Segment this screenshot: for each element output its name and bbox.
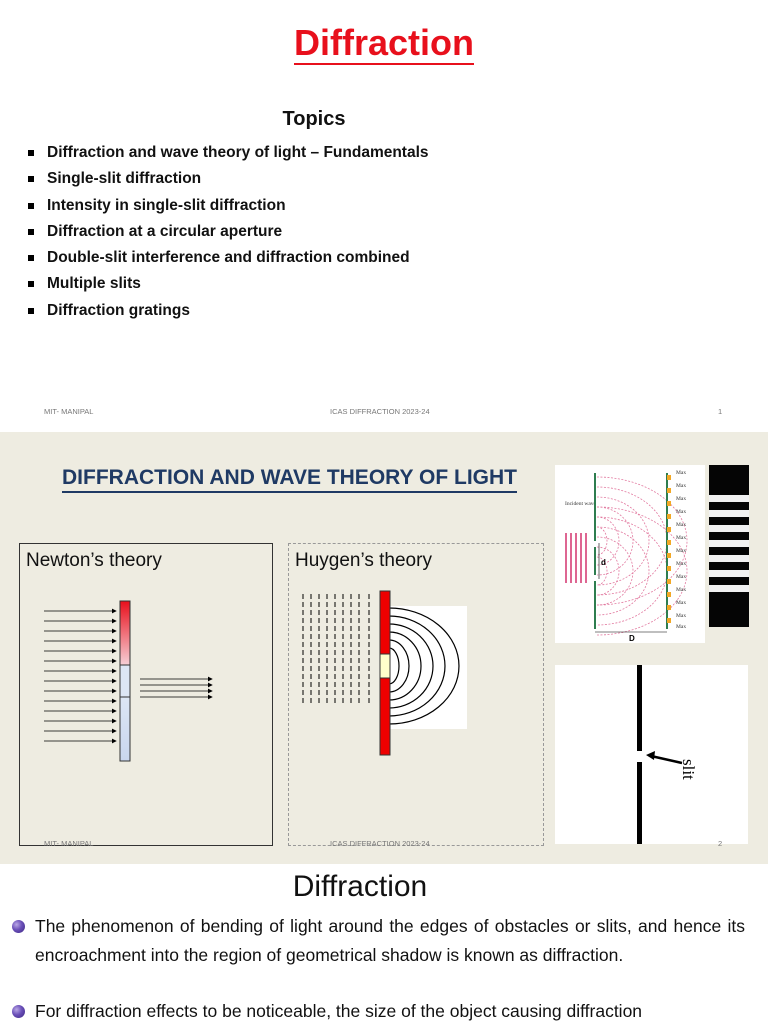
footer-left: MIT- MANIPAL [44,407,94,416]
max-label: Max [676,574,687,580]
newton-theory-label: Newton’s theory [26,550,162,571]
page-number: 2 [718,839,723,848]
paragraph: For diffraction effects to be noticeable, the size of the object causing diffraction [35,1001,643,1021]
topics-heading: Topics [282,108,346,130]
max-label: Max [676,470,687,476]
max-label: Max [676,561,687,567]
max-label: Max [676,548,687,554]
list-item: Diffraction at a circular aperture [26,221,429,247]
bullet-icon [12,920,25,933]
list-item: Multiple slits [26,273,429,299]
incident-wave-label: Incident wave [565,501,596,507]
huygen-theory-label: Huygen’s theory [295,550,432,571]
list-item: Double-slit interference and diffraction combined [26,247,429,273]
max-label: Max [676,483,687,489]
newton-theory-box [19,543,273,846]
max-label: Max [676,535,687,541]
max-label: Max [676,587,687,593]
page-number: 1 [718,407,723,416]
slide-3-title: Diffraction [292,870,428,903]
topics-list [26,142,429,326]
slide-1-title: Diffraction [294,22,474,63]
slide-3 [0,864,768,1024]
footer-left: MIT- MANIPAL [44,839,94,848]
slide-2-title: DIFFRACTION AND WAVE THEORY OF LIGHT [62,466,517,493]
max-label: Max [676,496,687,502]
slide-2 [0,432,768,864]
newton-corpuscle-diagram [20,544,272,845]
list-item: Single-slit diffraction [26,168,429,194]
paragraph: The phenomenon of bending of light around the edges of obstacles or slits, and hence its encroachment into the region of geometrical shadow is known as diffraction. [35,916,745,965]
list-item: Diffraction gratings [26,300,429,326]
slit-label: slit [679,759,698,780]
max-label: Max [676,522,687,528]
double-slit-figure [555,465,705,643]
fringe-pattern [709,465,749,627]
slide-1 [0,0,768,432]
max-label: Max [676,600,687,606]
huygen-theory-box [288,543,544,846]
huygen-wavefront-diagram [289,544,543,845]
max-label: Max [676,624,687,630]
max-label: Max [676,613,687,619]
D-label: D [629,634,635,643]
max-label: Max [676,509,687,515]
footer-center: ICAS DIFFRACTION 2023-24 [330,407,430,416]
list-item: Diffraction and wave theory of light – Fundamentals [26,142,429,168]
footer-center: ICAS DIFFRACTION 2023-24 [330,839,430,848]
d-label: d [601,558,606,567]
bullet-icon [12,1005,25,1018]
single-slit-figure [555,665,748,844]
list-item: Intensity in single-slit diffraction [26,195,429,221]
